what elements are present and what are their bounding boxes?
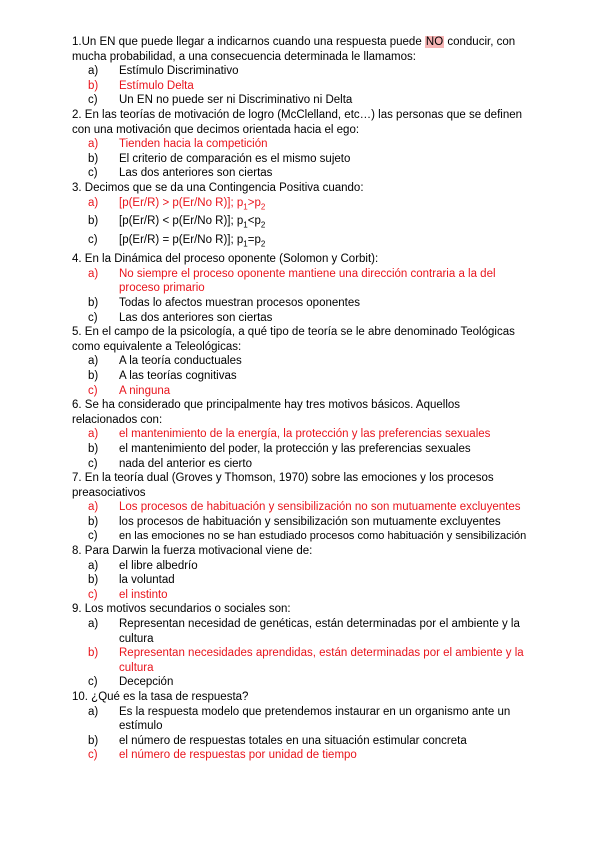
option-letter: b) bbox=[88, 734, 99, 747]
option-text: el mantenimiento de la energía, la protección y las preferencias sexuales bbox=[119, 428, 491, 441]
option-text: el mantenimiento del poder, la protección y las preferencias sexuales bbox=[119, 442, 471, 455]
option-text: Es la respuesta modelo que pretendemos instaurar en un organismo ante un estímulo bbox=[119, 705, 511, 733]
formula-text: [p(Er/R) = p(Er/No R)]; p bbox=[119, 234, 244, 247]
subscript: 2 bbox=[260, 220, 266, 230]
option-text: Las dos anteriores son ciertas bbox=[119, 167, 273, 180]
question-10 bbox=[72, 690, 527, 763]
highlighted-word: NO bbox=[425, 36, 444, 48]
subscript: 2 bbox=[260, 201, 266, 211]
q2-option-b bbox=[72, 152, 527, 167]
option-text: el instinto bbox=[119, 588, 168, 601]
option-letter: c) bbox=[88, 530, 98, 543]
question-1-stem-text-end: conducir, con mucha probabilidad, a una consecuencia determinada le llamamos: bbox=[72, 36, 516, 63]
q10-option-a bbox=[72, 705, 527, 734]
subscript: 1 bbox=[243, 239, 248, 249]
subscript: 2 bbox=[260, 239, 266, 249]
option-text: Estímulo Delta bbox=[119, 79, 194, 92]
option-letter: c) bbox=[88, 588, 98, 601]
option-text: el número de respuestas por unidad de tiempo bbox=[119, 749, 357, 762]
option-letter: c) bbox=[88, 94, 98, 107]
q4-option-c bbox=[72, 311, 527, 326]
question-9-stem: 9. Los motivos secundarios o sociales son: bbox=[72, 603, 291, 616]
question-3-stem: 3. Decimos que se da una Contingencia Positiva cuando: bbox=[72, 181, 364, 194]
q6-option-b bbox=[72, 442, 527, 457]
question-5-stem: 5. En el campo de la psicología, a qué tipo de teoría se le abre denominado Teológicas como equivalente a Teleológicas: bbox=[72, 326, 515, 353]
option-text: Decepción bbox=[119, 676, 174, 689]
question-4-stem: 4. En la Dinámica del proceso oponente (Solomon y Corbit): bbox=[72, 253, 379, 266]
q4-option-b bbox=[72, 296, 527, 311]
option-letter: a) bbox=[88, 267, 99, 280]
question-1 bbox=[72, 35, 527, 108]
option-text: la voluntad bbox=[119, 574, 175, 587]
option-text: A ninguna bbox=[119, 384, 171, 397]
option-letter: a) bbox=[88, 65, 99, 78]
q7-option-c bbox=[72, 529, 527, 544]
question-8 bbox=[72, 544, 527, 602]
question-4 bbox=[72, 252, 527, 325]
subscript: 1 bbox=[243, 201, 248, 211]
option-letter: a) bbox=[88, 428, 99, 441]
formula-operator: <p bbox=[247, 215, 261, 228]
q2-option-c bbox=[72, 166, 527, 181]
option-text: Un EN no puede ser ni Discriminativo ni Delta bbox=[119, 94, 353, 107]
question-9 bbox=[72, 602, 527, 690]
option-letter: b) bbox=[88, 296, 99, 309]
option-text: A la teoría conductuales bbox=[119, 355, 242, 368]
option-text: los procesos de habituación y sensibilización son mutuamente excluyentes bbox=[119, 515, 501, 528]
q6-option-a-answer bbox=[72, 427, 527, 442]
option-letter: b) bbox=[88, 79, 99, 92]
q3-option-a-answer bbox=[72, 196, 527, 215]
document-page bbox=[72, 35, 527, 763]
option-letter: c) bbox=[88, 167, 98, 180]
q1-option-b-answer bbox=[72, 79, 527, 94]
question-1-stem-text: 1.Un EN que puede llegar a indicarnos cuando una respuesta puede bbox=[72, 36, 425, 48]
q1-option-c bbox=[72, 93, 527, 108]
option-text: Estímulo Discriminativo bbox=[119, 65, 239, 78]
option-letter: a) bbox=[88, 138, 99, 151]
question-2 bbox=[72, 108, 527, 181]
q1-option-a bbox=[72, 64, 527, 79]
q9-option-b-answer bbox=[72, 646, 527, 675]
formula-operator: =p bbox=[247, 234, 261, 247]
option-letter: a) bbox=[88, 355, 99, 368]
q10-option-b bbox=[72, 734, 527, 749]
q4-option-a-answer bbox=[72, 267, 527, 296]
q8-option-b bbox=[72, 573, 527, 588]
question-7 bbox=[72, 471, 527, 544]
option-letter: b) bbox=[88, 369, 99, 382]
option-text: Representan necesidad de genéticas, están determinadas por el ambiente y la cultura bbox=[119, 618, 520, 645]
option-text: nada del anterior es cierto bbox=[119, 457, 252, 470]
q5-option-b bbox=[72, 369, 527, 384]
option-letter: c) bbox=[88, 457, 98, 470]
option-text: Representan necesidades aprendidas, están determinadas por el ambiente y la cultura bbox=[119, 647, 524, 674]
q5-option-c-answer bbox=[72, 384, 527, 399]
q2-option-a-answer bbox=[72, 137, 527, 152]
q8-option-a bbox=[72, 559, 527, 574]
option-text bbox=[107, 196, 527, 215]
question-7-stem: 7. En la teoría dual (Groves y Thomson, 1970) sobre las emociones y los procesos preasociativos bbox=[72, 472, 494, 499]
option-letter: c) bbox=[88, 676, 98, 689]
option-text: Los procesos de habituación y sensibilización no son mutuamente excluyentes bbox=[119, 501, 521, 514]
option-letter: a) bbox=[88, 196, 99, 209]
option-letter: b) bbox=[88, 574, 99, 587]
q9-option-c bbox=[72, 675, 527, 690]
q3-option-c bbox=[72, 233, 527, 252]
question-1-stem bbox=[72, 35, 527, 64]
subscript: 1 bbox=[243, 220, 248, 230]
option-letter: a) bbox=[88, 559, 99, 572]
question-6-stem: 6. Se ha considerado que principalmente hay tres motivos básicos. Aquellos relacionados con: bbox=[72, 399, 461, 426]
question-6 bbox=[72, 398, 527, 471]
q5-option-a bbox=[72, 354, 527, 369]
q10-option-c-answer bbox=[72, 748, 527, 763]
option-letter: c) bbox=[88, 234, 98, 247]
option-text: el número de respuestas totales en una situación estimular concreta bbox=[119, 734, 467, 747]
option-letter: b) bbox=[88, 152, 99, 165]
q8-option-c-answer bbox=[72, 588, 527, 603]
question-10-stem: 10. ¿Qué es la tasa de respuesta? bbox=[72, 691, 249, 704]
option-letter: b) bbox=[88, 215, 99, 228]
formula-text: [p(Er/R) < p(Er/No R)]; p bbox=[119, 215, 244, 228]
q9-option-a bbox=[72, 617, 527, 646]
option-text: No siempre el proceso oponente mantiene una dirección contraria a la del proceso primario bbox=[119, 267, 496, 295]
option-text: Las dos anteriores son ciertas bbox=[119, 311, 273, 324]
question-5 bbox=[72, 325, 527, 398]
option-letter: a) bbox=[88, 705, 99, 718]
option-text: A las teorías cognitivas bbox=[119, 369, 237, 382]
formula-text: [p(Er/R) > p(Er/No R)]; p bbox=[119, 196, 244, 209]
option-text: Todas lo afectos muestran procesos oponentes bbox=[119, 296, 361, 309]
option-letter: c) bbox=[88, 311, 98, 324]
option-letter: c) bbox=[88, 384, 98, 397]
q7-option-a-answer bbox=[72, 500, 527, 515]
option-letter: a) bbox=[88, 618, 99, 631]
q3-option-b bbox=[72, 214, 527, 233]
option-text: el libre albedrío bbox=[119, 559, 198, 572]
option-text: Tienden hacia la competición bbox=[119, 138, 268, 151]
q6-option-c bbox=[72, 457, 527, 472]
q7-option-b bbox=[72, 515, 527, 530]
option-text bbox=[107, 233, 527, 252]
option-letter: b) bbox=[88, 442, 99, 455]
question-3 bbox=[72, 181, 527, 252]
question-8-stem: 8. Para Darwin la fuerza motivacional viene de: bbox=[72, 545, 313, 558]
option-letter: a) bbox=[88, 501, 99, 514]
option-letter: c) bbox=[88, 749, 98, 762]
option-text: en las emociones no se han estudiado procesos como habituación y sensibilización bbox=[119, 530, 527, 543]
option-text: El criterio de comparación es el mismo sujeto bbox=[119, 152, 351, 165]
option-text bbox=[107, 214, 527, 233]
question-2-stem: 2. En las teorías de motivación de logro (McClelland, etc…) las personas que se definen con una motivación que decimos orientada hacia el ego: bbox=[72, 108, 523, 136]
option-letter: b) bbox=[88, 515, 99, 528]
option-letter: b) bbox=[88, 647, 99, 660]
formula-operator: >p bbox=[247, 196, 261, 209]
